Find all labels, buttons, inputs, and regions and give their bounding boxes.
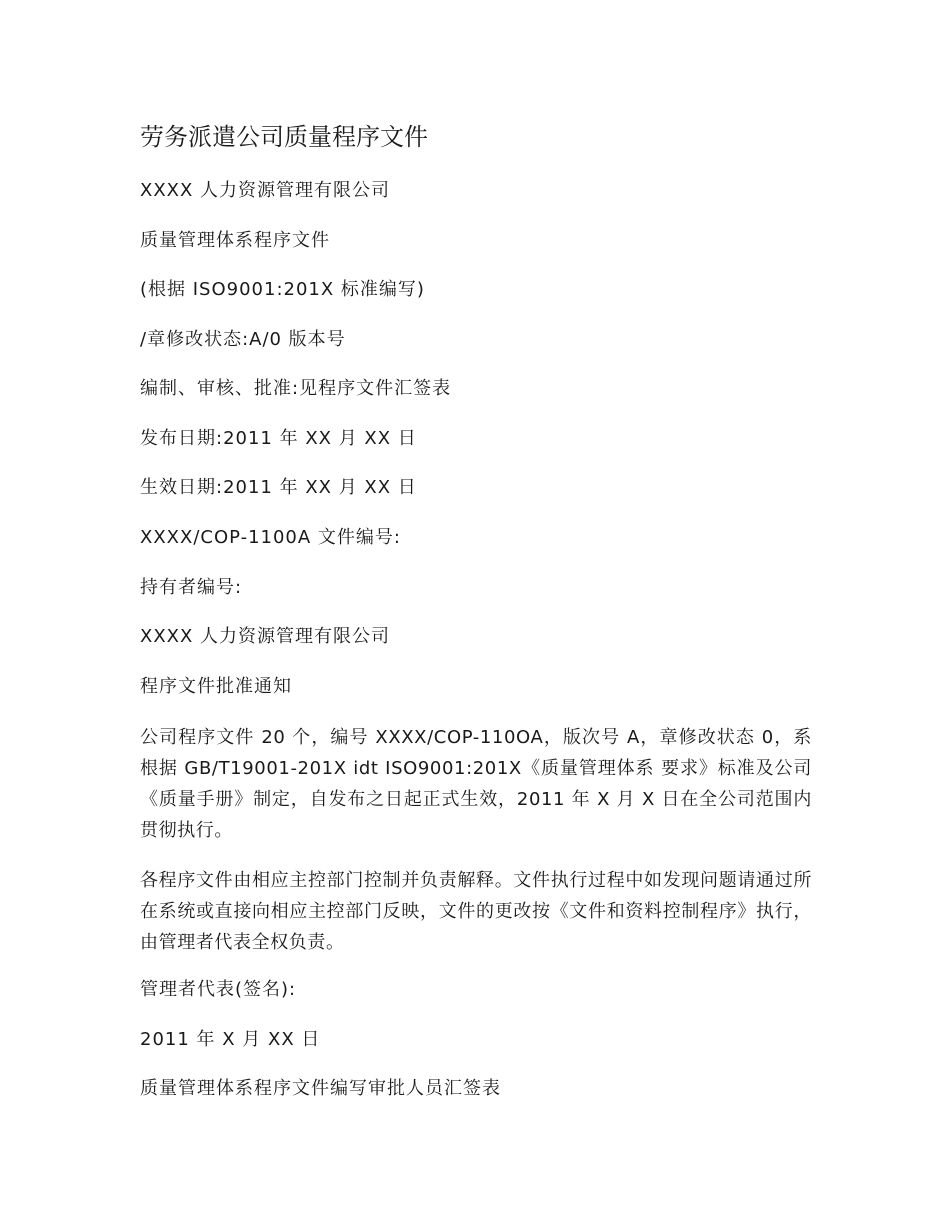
approval-notice-heading: 程序文件批准通知	[140, 676, 292, 697]
holder-number: 持有者编号:	[140, 577, 243, 598]
revision-status: /章修改状态:A/0 版本号	[140, 329, 346, 350]
company-name: XXXX 人力资源管理有限公司	[140, 180, 391, 201]
document-title: 劳务派遣公司质量程序文件	[140, 123, 428, 151]
document-number: XXXX/COP-1100A 文件编号:	[140, 527, 401, 548]
signature-date: 2011 年 X 月 XX 日	[140, 1029, 321, 1050]
approval-notice-paragraph: 公司程序文件 20 个，编号 XXXX/COP-110OA，版次号 A，章修改状态 0，系根据 GB/T19001-201X idt ISO9001:201X《质量管理体系 要求》标准及公司《质量手册》制定，自发布之日起正式生效，2011 年 X 月 X 日在全公司范围内贯彻执行。	[140, 727, 812, 841]
approval-note: 编制、审核、批准:见程序文件汇签表	[140, 378, 452, 399]
signature-label: 管理者代表(签名):	[140, 979, 297, 1000]
effective-date: 生效日期:2011 年 XX 月 XX 日	[140, 477, 417, 498]
document-subtitle: 质量管理体系程序文件	[140, 230, 330, 251]
company-name-repeat: XXXX 人力资源管理有限公司	[140, 626, 391, 647]
issue-date: 发布日期:2011 年 XX 月 XX 日	[140, 428, 417, 449]
standard-note: (根据 ISO9001:201X 标准编写)	[140, 279, 425, 300]
signoff-table-heading: 质量管理体系程序文件编写审批人员汇签表	[140, 1078, 501, 1099]
responsibility-paragraph: 各程序文件由相应主控部门控制并负责解释。文件执行过程中如发现问题请通过所在系统或直接向相应主控部门反映，文件的更改按《文件和资料控制程序》执行，由管理者代表全权负责。	[140, 870, 812, 953]
